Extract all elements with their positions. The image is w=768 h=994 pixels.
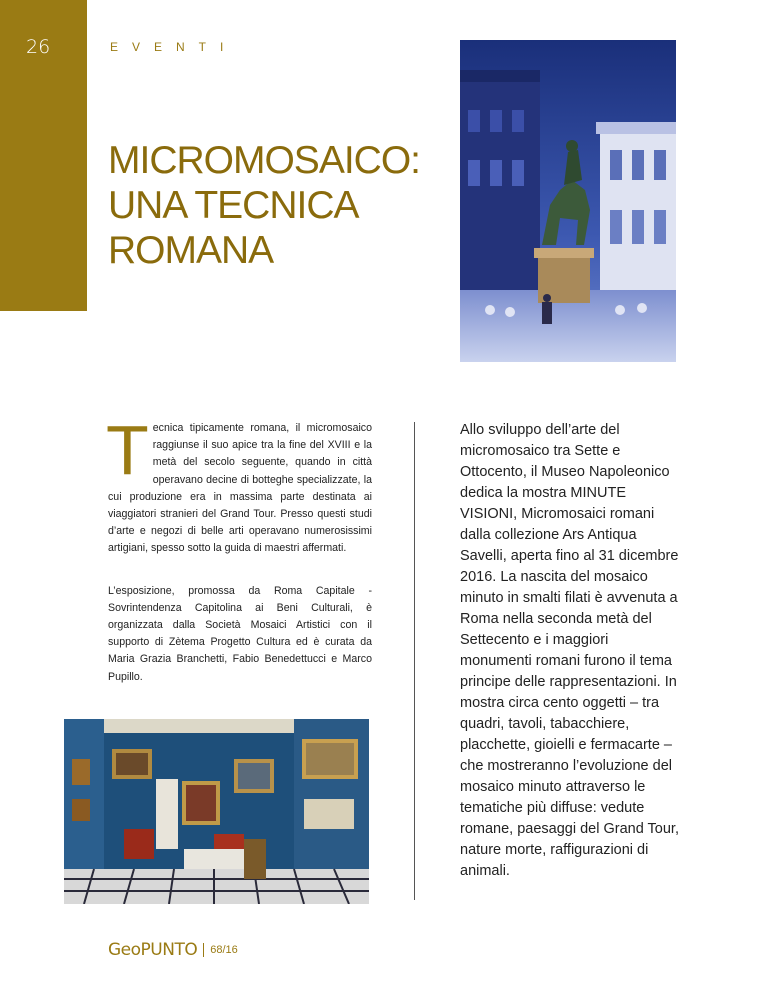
intro-paragraph-text: ecnica tipicamente romana, il micromosaico raggiunse il suo apice tra la fine del XVIII e la metà del secolo seguente, quando in città operavano decine di botteghe specializzate, la cui produzione era in massima parte destinata ai viaggiatori stranieri del Grand Tour. Presso questi studi d’arte e negozi di belle arti operavano numerosissimi artigiani, spesso sotto la guida di maestri affermati. [108, 422, 372, 555]
page-number: 26 [26, 36, 51, 58]
footer-separator [203, 943, 204, 957]
museum-interior-photo [64, 719, 369, 904]
hero-image-equestrian-statue [460, 40, 676, 362]
title-line-1: MICROMOSAICO: [108, 139, 421, 182]
intro-paragraph [106, 411, 372, 558]
page-title [108, 138, 420, 273]
issue-number: 68/16 [210, 944, 238, 956]
right-column-text: Allo sviluppo dell’arte del micromosaico tra Sette e Ottocento, il Museo Napoleonico dedica la mostra MINUTE VISIONI, Micromosaici romani dalla collezione Ars Antiqua Savelli, aperta fino al 31 dicembre 2016. La nascita del mosaico minuto in smalti filati è avvenuta a Roma nella seconda metà del Settecento e i maggiori monumenti romani furono il tema principe delle rappresentazioni. In mostra circa cento oggetti – tra quadri, tavoli, tabacchiere, placchette, gioielli e fermacarte – che mostreranno l’evoluzione del mosaico minuto attraverso le tematiche più diffuse: vedute romane, paesaggi del Grand Tour, nature morte, raffigurazioni di animali. [460, 422, 679, 879]
title-line-2: UNA TECNICA [108, 184, 359, 227]
exhibition-paragraph: L’esposizione, promossa da Roma Capitale - Sovrintendenza Capitolina ai Beni Culturali, è organizzata dalla Società Mosaici Artistici con il supporto di Zètema Progetto Cultura ed è curata da Maria Grazia Branchetti, Fabio Benedettucci e Marco Pupillo. [108, 584, 372, 683]
title-line-3: ROMANA [108, 229, 274, 272]
dropcap: T [106, 411, 149, 489]
column-divider [414, 422, 415, 900]
footer [108, 940, 238, 960]
geopunto-logo: GeoPUNTO [108, 940, 198, 960]
left-column [106, 411, 372, 711]
section-label: EVENTI [110, 40, 238, 54]
